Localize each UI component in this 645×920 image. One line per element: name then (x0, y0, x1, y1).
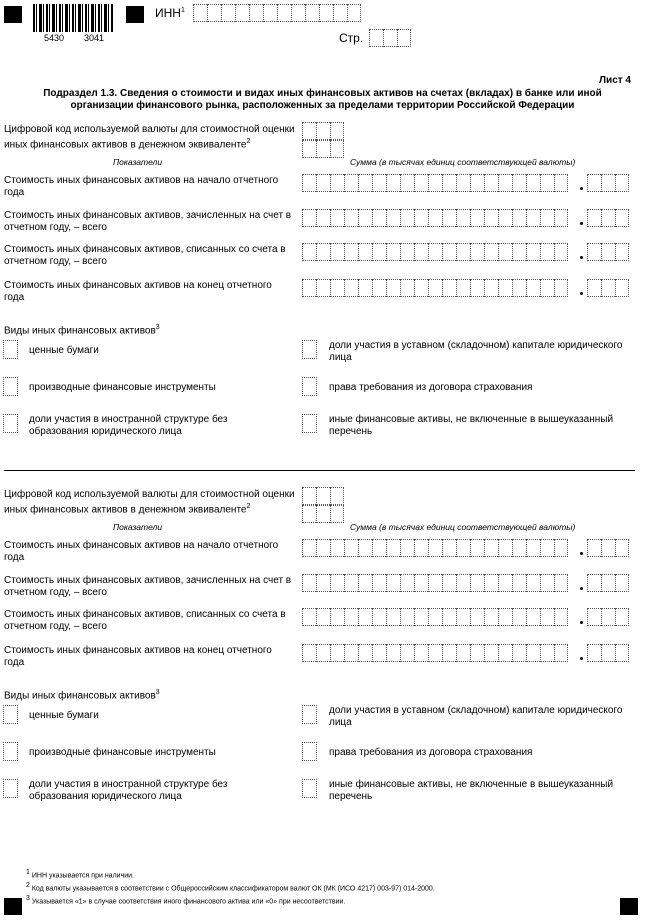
row-credited-label: Стоимость иных финансовых активов, зачисленных на счет в отчетном году, – всего (4, 210, 292, 233)
type-derivatives: производные финансовые инструменты (29, 382, 216, 393)
decimal-point (580, 187, 583, 190)
footnote-3: $^3$ Указывается «1» в случае соответствия иного финансового актива или «0» при несоответствии. (26, 895, 346, 906)
footnote-1: $^1$ ИНН указывается при наличии. (26, 869, 134, 880)
decimal-point (580, 657, 583, 660)
type-securities: ценные бумаги (29, 710, 99, 721)
row-end-value-int[interactable] (302, 644, 568, 662)
section-2 (0, 485, 645, 815)
checkbox-insurance[interactable] (302, 742, 317, 761)
row-start-value-int[interactable] (302, 539, 568, 557)
row-debited-int[interactable] (302, 243, 568, 261)
row-start-value-label: Стоимость иных финансовых активов на начало отчетного года (4, 540, 279, 563)
checkbox-securities[interactable] (3, 340, 18, 359)
checkbox-capital-share[interactable] (302, 705, 317, 724)
title-line-1: Подраздел 1.3. Сведения о стоимости и видах иных финансовых активов на счетах (вкладах) в банке или иной (43, 88, 602, 99)
corner-marker-bottom-left (4, 898, 22, 915)
footnote-2: $^2$ Код валюты указывается в соответствии с Общероссийским классификатором валют ОК (МК (ИСО 4217) 003-97) 014-2000. (26, 882, 435, 893)
row-start-value-label: Стоимость иных финансовых активов на начало отчетного года (4, 175, 279, 198)
checkbox-other[interactable] (302, 779, 317, 798)
checkbox-insurance[interactable] (302, 377, 317, 396)
row-credited-int[interactable] (302, 574, 568, 592)
decimal-point (580, 292, 583, 295)
checkbox-foreign-structure[interactable] (3, 779, 18, 798)
row-credited-frac[interactable] (587, 209, 629, 227)
corner-marker-top-mid (126, 6, 144, 23)
currency-code-field[interactable] (302, 487, 344, 505)
barcode (33, 4, 113, 32)
barcode-number-right: 3041 (84, 33, 105, 43)
page-label: Стр. (339, 31, 364, 45)
checkbox-securities[interactable] (3, 705, 18, 724)
types-label: Виды иных финансовых активов$^3$ (4, 689, 160, 702)
row-credited-label: Стоимость иных финансовых активов, зачисленных на счет в отчетном году, – всего (4, 575, 292, 598)
col-amount: Сумма (в тысячах единиц соответствующей валюты) (350, 522, 576, 532)
type-other: иные финансовые активы, не включенные в вышеуказанный перечень (329, 779, 614, 802)
row-start-value-frac[interactable] (587, 539, 629, 557)
inn-label: ИНН$^1$ (155, 6, 185, 20)
col-indicators: Показатели (113, 522, 163, 532)
decimal-point (580, 222, 583, 225)
row-credited-int[interactable] (302, 209, 568, 227)
type-securities: ценные бумаги (29, 345, 99, 356)
inn-field[interactable] (193, 4, 361, 22)
section-1 (0, 120, 645, 450)
currency-code-label: Цифровой код используемой валюты для стоимостной оценки иных финансовых активов в денежном эквиваленте$^2$ (4, 124, 295, 151)
row-debited-frac[interactable] (587, 243, 629, 261)
type-insurance: права требования из договора страхования (329, 747, 533, 758)
type-foreign-structure: доли участия в иностранной структуре без образования юридического лица (29, 414, 228, 437)
decimal-point (580, 256, 583, 259)
corner-marker-bottom-right (620, 898, 638, 915)
col-amount: Сумма (в тысячах единиц соответствующей валюты) (350, 157, 576, 167)
checkbox-capital-share[interactable] (302, 340, 317, 359)
currency-code-field[interactable] (302, 122, 344, 140)
page-field[interactable] (369, 29, 411, 47)
decimal-point (580, 621, 583, 624)
title-line-2: организации финансового рынка, расположенных за пределами территории Российской Федерации (70, 100, 575, 111)
row-debited-label: Стоимость иных финансовых активов, списанных со счета в отчетном году, – всего (4, 609, 286, 632)
decimal-point (580, 587, 583, 590)
row-start-value-frac[interactable] (587, 174, 629, 192)
row-end-value-frac[interactable] (587, 644, 629, 662)
col-indicators: Показатели (113, 157, 163, 167)
row-end-value-label: Стоимость иных финансовых активов на конец отчетного года (4, 280, 272, 303)
row-end-value-int[interactable] (302, 279, 568, 297)
type-foreign-structure: доли участия в иностранной структуре без образования юридического лица (29, 779, 228, 802)
row-end-value-frac[interactable] (587, 279, 629, 297)
row-debited-frac[interactable] (587, 608, 629, 626)
checkbox-foreign-structure[interactable] (3, 414, 18, 433)
barcode-number-left: 5430 (44, 33, 65, 43)
corner-marker-top-left (4, 6, 22, 23)
types-label: Виды иных финансовых активов$^3$ (4, 324, 160, 337)
row-debited-label: Стоимость иных финансовых активов, списанных со счета в отчетном году, – всего (4, 244, 286, 267)
type-derivatives: производные финансовые инструменты (29, 747, 216, 758)
type-capital-share: доли участия в уставном (складочном) капитале юридического лица (329, 340, 623, 363)
type-insurance: права требования из договора страхования (329, 382, 533, 393)
row-start-value-int[interactable] (302, 174, 568, 192)
row-end-value-label: Стоимость иных финансовых активов на конец отчетного года (4, 645, 272, 668)
section-divider (4, 470, 635, 471)
decimal-point (580, 552, 583, 555)
checkbox-derivatives[interactable] (3, 742, 18, 761)
row-debited-int[interactable] (302, 608, 568, 626)
type-capital-share: доли участия в уставном (складочном) капитале юридического лица (329, 705, 623, 728)
currency-code-field-2[interactable] (302, 140, 344, 158)
sheet-label: Лист 4 (599, 75, 631, 86)
currency-code-field-2[interactable] (302, 505, 344, 523)
type-other: иные финансовые активы, не включенные в вышеуказанный перечень (329, 414, 614, 437)
row-credited-frac[interactable] (587, 574, 629, 592)
currency-code-label: Цифровой код используемой валюты для стоимостной оценки иных финансовых активов в денежном эквиваленте$^2$ (4, 489, 295, 516)
checkbox-other[interactable] (302, 414, 317, 433)
checkbox-derivatives[interactable] (3, 377, 18, 396)
